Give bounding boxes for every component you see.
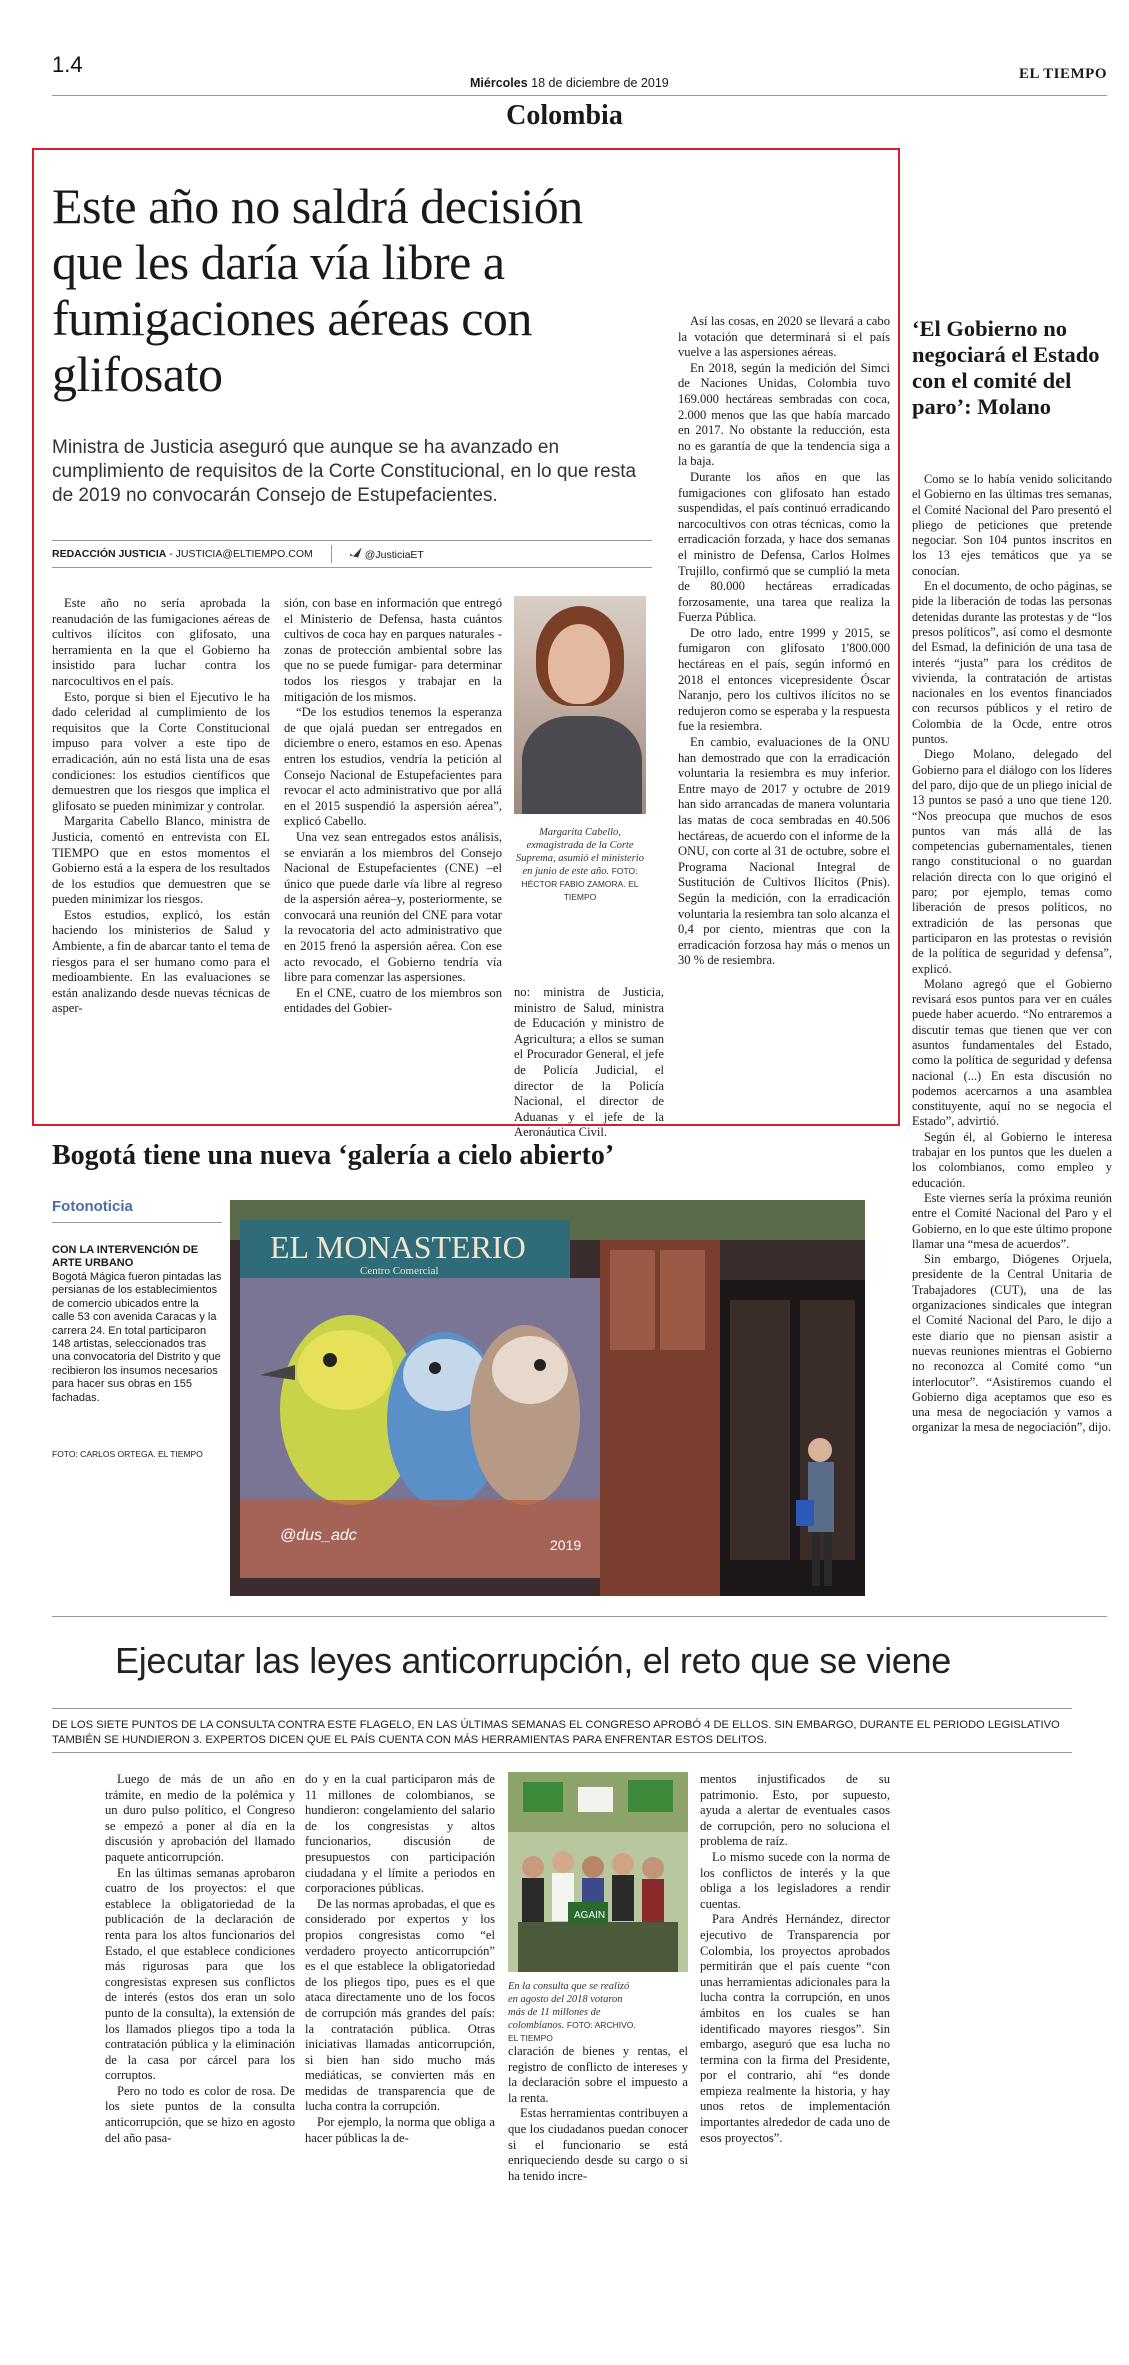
anti-col-2 xyxy=(305,1772,495,2146)
artwork-year: 2019 xyxy=(550,1537,582,1553)
byline-author xyxy=(52,548,313,560)
protest-sign: AGAIN xyxy=(574,1910,606,1921)
foto-kicker: CON LA INTERVENCIÓN DE ARTE URBANO xyxy=(52,1244,199,1269)
anti-col-1 xyxy=(105,1772,295,2146)
paragraph: En las últimas semanas aprobaron cuatro de los proyectos: el que establece la obligatoriedad de la publicación de la declaración de renta para los altos funcionarios del Estado, el que establece condiciones más rigurosas para que los congresistas expresen sus conflictos de interés (estos dos eran un solo punto de la consulta), la extensión de los llamados pliegos tipo a toda la contratación pública y la eliminación de la casa por cárcel para los corruptos. xyxy=(105,1865,295,2083)
shop-sign-sub: Centro Comercial xyxy=(360,1265,439,1277)
twitter-icon xyxy=(350,548,362,558)
paragraph: do y en la cual participaron más de 11 millones de colombianos, se hundieron: congelamiento del salario de los congresistas y altos funcionarios, discusión de presupuestos con participación ciudadana y el límite a periodos en corporaciones públicas. xyxy=(305,1772,495,1896)
paragraph: Molano agregó que el Gobierno revisará esos puntos para ver en cuáles puede haber acuerdo. “No entraremos a discutir temas que tienen que ver con asuntos fundamentales del Estado, como la política de seguridad y defensa nacional (...) En esta discusión no podemos acercarnos a una asamblea constituyente, aquí no se negocia el Estado”, advirtió. xyxy=(912,976,1112,1129)
main-col-1 xyxy=(52,596,270,1017)
paragraph: Este año no sería aprobada la reanudación de las fumigaciones aéreas de cultivos ilícitos con glifosato, una herramienta en la que el Gobierno ha insistido para luchar contra los narcocultivos en el país. xyxy=(52,596,270,688)
foto-headline: Bogotá tiene una nueva ‘galería a cielo abierto’ xyxy=(52,1140,615,1171)
paragraph: Por ejemplo, la norma que obliga a hacer públicas la de- xyxy=(305,2115,495,2145)
caption-credit: FOTO: ARCHIVO. EL TIEMPO xyxy=(508,2020,636,2043)
caption-text: En la consulta que se realizó en agosto del 2018 votaron más de 11 millones de colombianos. xyxy=(508,1981,630,2031)
date-rest: 18 de diciembre de 2019 xyxy=(527,76,669,90)
caption-credit: FOTO: HÉCTOR FABIO ZAMORA. EL TIEMPO xyxy=(521,866,639,902)
paragraph: Sin embargo, Diógenes Orjuela, presidente de la Central Unitaria de Trabajadores (CUT), una de las organizaciones sindicales que integran el Comité Nacional del Paro, le dijo a este diario que no piensan asistir a nuevas reuniones mientras el Gobierno no reconozca al Comité como “un interlocutor”. “Asistiremos cuando el Gobierno diga aceptamos que eso es una mesa de negociación y vamos a organizar la mesa de negociación”, dijo. xyxy=(912,1252,1112,1435)
consulta-photo xyxy=(508,1772,688,1972)
paragraph: mentos injustificados de su patrimonio. Esto, por supuesto, ayuda a alertar de eventuales casos de corrupción, pero no soluciona el problema de raíz. xyxy=(700,1772,890,1849)
sidebar-headline: ‘El Gobierno no negociará el Estado con el comité del paro’: Molano xyxy=(912,316,1100,419)
paragraph: sión, con base en información que entregó el Ministerio de Defensa, hasta cuántos cultivos de coca hay en parques naturales -zonas de protección ambiental sobre las que no se puede fumigar- para determinar todos los riesgos y trabajar en la mitigación de los mismos. xyxy=(284,596,502,704)
photo-face xyxy=(548,624,610,704)
artist-tag: @dus_adc xyxy=(280,1527,357,1544)
paragraph: Como se lo había venido solicitando el Gobierno en las últimas tres semanas, el Comité Nacional del Paro presentó el pliego de peticiones que pretende negociar. Son 104 puntos inscritos en los 13 ejes temáticos que ya se conocían. xyxy=(912,472,1112,578)
paragraph: En 2018, según la medición del Simci de Naciones Unidas, Colombia tuvo 169.000 hectáreas sembradas con coca, 2.000 menos que las que había marcado en 2017. No obstante la reducción, esta no es garantía de que la tendencia siga a la baja. xyxy=(678,360,890,469)
anti-divider-top xyxy=(52,1708,1072,1709)
street-art-photo xyxy=(230,1200,865,1596)
paragraph: Una vez sean entregados estos análisis, se enviarán a los miembros del Consejo Nacional de Estupefacientes (CNE) –el único que puede darle vía libre al regreso de la aspersión aérea–y, posteriormente, se convocará una reunión del CNE para votar la revocatoria del acto administrativo que en 2015 frenó la aspersión aérea. Con ese acto revocado, el Gobierno tendría vía libre para comenzar las aspersiones. xyxy=(284,829,502,985)
date-day: Miércoles xyxy=(470,76,528,90)
photo-jacket xyxy=(522,716,642,814)
byline xyxy=(52,540,652,568)
paragraph: Este viernes sería la próxima reunión entre el Comité Nacional del Paro y el Gobierno, en lo que este último propone llamar una “mesa de acuerdos”. xyxy=(912,1190,1112,1251)
paragraph: En el CNE, cuatro de los miembros son entidades del Gobier- xyxy=(284,985,502,1016)
paragraph: no: ministra de Justicia, ministro de Salud, ministra de Educación y ministro de Agricultura; a ellos se suman el Procurador General, el jefe de Policía Judicial, el director de la Policía Nacional, el director de Aduanas y el jefe de la Aeronáutica Civil. xyxy=(514,985,664,1140)
section-divider xyxy=(52,1616,1107,1617)
anti-col-3 xyxy=(508,2044,688,2184)
sidebar-body xyxy=(912,472,1112,1436)
foto-body: Bogotá Mágica fueron pintadas las persianas de los establecimientos de comercio ubicados entre la calle 53 con avenida Caracas y la carrera 24. En total participaron 148 artistas, seleccionados tras una convocatoria del Distrito y que recibieron los insumos necesarios para hacer sus obras en 155 fachadas. xyxy=(52,1271,222,1404)
anti-col-4 xyxy=(700,1772,890,2146)
byline-desk: REDACCIÓN JUSTICIA xyxy=(52,548,167,560)
paragraph: De otro lado, entre 1999 y 2015, se fumigaron con glifosato 1'800.000 hectáreas en el país, según informó en 2018 el entonces vicepresidente Óscar Naranjo, pero los cultivos ilícitos no se redujeron como se esperaba y la respuesta fue la resiembra. xyxy=(678,625,890,734)
section-title: Colombia xyxy=(506,100,623,131)
shop-sign: EL MONASTERIO xyxy=(270,1229,526,1265)
street-art-image xyxy=(230,1200,865,1596)
issue-date xyxy=(470,76,669,90)
paragraph: Diego Molano, delegado del Gobierno para el diálogo con los líderes del paro, dijo que de un pliego inicial de 13 puntos se pasó a uno que tiene 120. “Nos preocupa que muchos de esos puntos van más allá de las competencias gubernamentales, tienen rango constitucional o no guardan relación directa con lo que originó el paro; por ejemplo, temas como liberación de presos políticos, no extradición de las personas que participaron en las protestas o revisión de la política de seguridad y defensa”, explicó. xyxy=(912,747,1112,976)
main-deck: Ministra de Justicia aseguró que aunque se ha avanzado en cumplimiento de requisitos de la Corte Constitucional, en lo que resta de 2019 no convocarán Consejo de Estupefacientes. xyxy=(52,437,637,506)
paragraph: Pero no todo es color de rosa. De los siete puntos de la consulta anticorrupción, que se hizo en agosto del año pasa- xyxy=(105,2083,295,2145)
twitter-text: @JusticiaET xyxy=(364,548,424,561)
paragraph: En cambio, evaluaciones de la ONU han demostrado que con la erradicación voluntaria la resiembra es muy inferior. Entre mayo de 2017 y octubre de 2019 han sido arrancadas de manera voluntaria las matas de coca sembradas en 40.506 hectáreas, de acuerdo con el informe de la ONU, con corte al 31 de octubre, sobre el Programa Nacional Integral de Sustitución de Cultivos Ilícitos (Pnis). Según la medición, con la erradicación voluntaria la resiembra tan solo alcanza el 0,4 por ciento, mientras que con la erradicación forzosa hay más o menos un 30 % de resiembra. xyxy=(678,735,890,968)
paragraph: Así las cosas, en 2020 se llevará a cabo la votación que determinará si el país vuelve a las aspersiones aéreas. xyxy=(678,314,890,360)
anti-headline: Ejecutar las leyes anticorrupción, el reto que se viene xyxy=(115,1640,951,1681)
brand-logo: EL TIEMPO xyxy=(1019,66,1107,82)
paragraph: Esto, porque si bien el Ejecutivo le ha dado celeridad al cumplimiento de los requisitos que la Corte Constitucional impuso para volver a este tipo de erradicación, aún no está lista una de esas condiciones: los estudios científicos que demuestren que los riesgos que implica el glifosato se pueden minimizar y controlar. xyxy=(52,689,270,813)
caption-text: Margarita Cabello, exmagistrada de la Corte Suprema, asumió el ministerio en junio de este año. xyxy=(516,827,644,877)
paragraph: Luego de más de un año en trámite, en medio de la polémica y un duro pulso político, el Congreso se empezó a poner al día en la discusión y aprobación del llamado paquete anticorrupción. xyxy=(105,1772,295,1864)
paragraph: Según él, al Gobierno le interesa trabajar en los puntos que les duelen a los colombianos, como empleo y educación. xyxy=(912,1129,1112,1190)
paragraph: claración de bienes y rentas, el registro de conflicto de intereses y la declaración sobre el impuesto a la renta. xyxy=(508,2044,688,2105)
twitter-handle xyxy=(350,548,424,561)
masthead-divider xyxy=(52,95,1107,96)
byline-email: - JUSTICIA@ELTIEMPO.COM xyxy=(166,548,313,560)
byline-separator xyxy=(331,545,332,563)
paragraph: En el documento, de ocho páginas, se pide la liberación de todas las personas detenidas durante las protestas y de “los presos políticos”, así como el desmonte del Esmad, la definición de una tasa de interés “justa” para los créditos de vivienda, la contratación de artistas nacionales en los eventos financiados con recursos públicos y el retiro de Colombia de la Ocde, entre otros puntos. xyxy=(912,579,1112,747)
fotonoticia-label: Fotonoticia xyxy=(52,1198,133,1215)
main-col-2 xyxy=(284,596,502,1017)
paragraph: Para Andrés Hernández, director ejecutivo de Transparencia por Colombia, los proyectos aprobados permitirán que el país cuente “con unas herramientas adicionales para la lucha contra la corrupción, en unos ámbitos en los cuales se han identificado mayores riesgos”. Sin embargo, aseguró que esa lucha no termina con la firma del Presidente, por el contrario, ahí “es donde empieza realmente la historia, y hay unos retos de implementación importantes alrededor de cada uno de esos proyectos”. xyxy=(700,1912,890,2145)
paragraph: Lo mismo sucede con la norma de los conflictos de interés y la que obliga a los legisladores a rendir cuentas. xyxy=(700,1849,890,1911)
photo-caption xyxy=(514,826,646,904)
foto-credit: FOTO: CARLOS ORTEGA. EL TIEMPO xyxy=(52,1449,203,1459)
page-number: 1.4 xyxy=(52,52,83,77)
paragraph: Estas herramientas contribuyen a que los ciudadanos puedan conocer si el funcionario se está enriqueciendo desde su cargo o si ha tenido incre- xyxy=(508,2106,688,2183)
paragraph: Margarita Cabello Blanco, ministra de Justicia, comentó en entrevista con EL TIEMPO que en estos momentos el Gobierno está a la espera de los resultados de los estudios que demuestren que se pueden minimizar los riesgos. xyxy=(52,814,270,907)
anti-divider-bottom xyxy=(52,1752,1072,1753)
paragraph: De las normas aprobadas, el que es considerado por expertos y los propios congresistas como “el verdadero proyecto anticorrupción” es el que establece la obligatoriedad de los pliegos tipo, pues es el que ataca directamente uno de los focos de corrupción más grandes del país: la contratación pública. Otras iniciativas llamadas anticorrupción, si bien han sido mucho más mediáticas, se convierten más en medidas de transparencia que de lucha contra la corrupción. xyxy=(305,1896,495,2114)
minister-photo xyxy=(514,596,646,814)
anti-deck: DE LOS SIETE PUNTOS DE LA CONSULTA CONTRA ESTE FLAGELO, EN LAS ÚLTIMAS SEMANAS EL CONGRESO APROBÓ 4 DE ELLOS. SIN EMBARGO, DURANTE EL PERIODO LEGISLATIVO TAMBIÉN SE HUNDIERON 3. EXPERTOS DICEN QUE EL PAÍS CUENTA CON MÁS HERRAMIENTAS PARA ENFRENTAR ESTOS DELITOS. xyxy=(52,1719,1060,1746)
fotonoticia-divider xyxy=(52,1222,222,1223)
paragraph: “De los estudios tenemos la esperanza de que ojalá puedan ser entregados en diciembre o enero, estamos en eso. Apenas entren los estudios, vendría la petición al Consejo Nacional de Estupefacientes para revocar el acto administrativo que por allá en el 2015 suspendió la aspersión aérea”, explicó Cabello. xyxy=(284,705,502,829)
consulta-caption xyxy=(508,1980,638,2045)
consulta-image xyxy=(508,1772,688,1972)
paragraph: Durante los años en que las fumigaciones con glifosato han estado suspendidas, el país continuó erradicando narcocultivos con otras técnicas, como la erradicación forzada, y hace dos semanas el ministro de Defensa, Carlos Holmes Trujillo, confirmó que se cumplió la meta de 80.000 hectáreas erradicadas forzosamente, una tarea que realiza la Fuerza Pública. xyxy=(678,469,890,625)
paragraph: Estos estudios, explicó, los están haciendo los ministerios de Salud y Ambiente, a fin de abarcar tanto el tema de riesgos para el ser humano como para el medioambiente. En las evaluaciones se están analizando desde nuevas técnicas de asper- xyxy=(52,907,270,1016)
main-col-3 xyxy=(514,985,664,1141)
main-col-4 xyxy=(678,314,890,969)
main-headline: Este año no saldrá decisión que les daría vía libre a fumigaciones aéreas con glifosato xyxy=(52,178,583,402)
